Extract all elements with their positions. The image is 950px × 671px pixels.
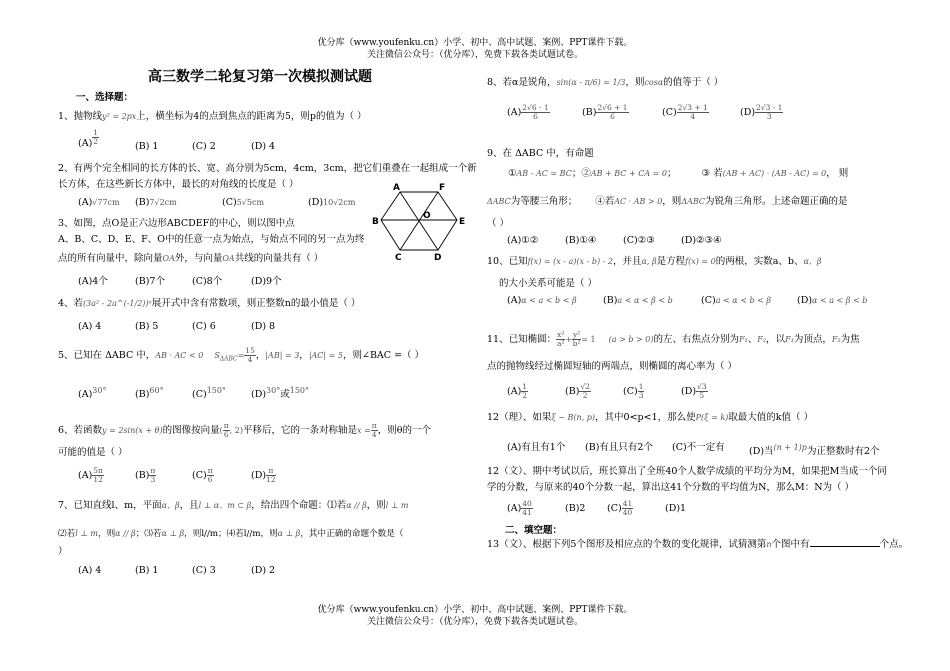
q12-arts-stem-line1: 12（文）、期中考试以后，班长算出了全班40个人数学成绩的平均分为M，如果把M当成一个同: [487, 466, 887, 477]
q13-stem: 13（文）、根据下列5个图形及相应点的个数的变化规律，试猜测第n个图中有 个点。: [487, 539, 909, 550]
q1-option-d[interactable]: (D) 4: [251, 141, 276, 152]
q6-option-d[interactable]: (D) $\frac{\pi}{12}$: [251, 466, 276, 484]
q1-option-a[interactable]: (A) $\frac{1}{2}$: [78, 128, 99, 149]
q6-vector-frac: $\frac{\pi}{6}$: [223, 421, 229, 439]
q1-stem: 1、抛物线y² = 2px上，横坐标为4的点到焦点的距离为5，则p的值为（ ）: [58, 111, 367, 122]
q2-stem-line1: 2、有两个完全相同的长方体的长、宽、高分别为5cm，4cm，3cm，把它们重叠在一起组成一个新: [58, 163, 477, 174]
q2-option-b[interactable]: (B)7√2cm: [135, 197, 177, 208]
q6-axis-frac: $\frac{\pi}{4}$: [371, 421, 377, 439]
q5-area: $S_{\Delta ABC}=$: [214, 351, 245, 363]
hex-label-d: D: [434, 253, 442, 262]
q7-stem-line1: 7、已知直线l、m，平面α、β，且l ⊥ α、m ⊂ β，给出四个命题：⑴若α // β，则l ⊥ m: [58, 500, 409, 511]
q8-math: sin(α - π/6) = 1/3: [556, 78, 626, 87]
q5-option-c[interactable]: $(C)^{150^\circ}$: [192, 386, 226, 401]
q10-option-c[interactable]: (C)a < α < b < β: [701, 295, 771, 306]
hex-label-a: A: [393, 183, 400, 193]
q2-option-d[interactable]: (D)10√2cm: [308, 197, 356, 208]
q6-option-b[interactable]: (B) $\frac{\pi}{3}$: [135, 466, 156, 484]
q8-option-a[interactable]: (A) $\frac{2√6 - 1}{6}$: [507, 103, 549, 121]
q4-option-a[interactable]: (A) 4: [78, 321, 102, 332]
hex-label-c: C: [395, 253, 402, 262]
q12-arts-option-c[interactable]: (C) $\frac{41}{40}$: [607, 499, 633, 517]
q11-stem-line2: 点的抛物线经过椭圆短轴的两端点，则椭圆的离心率为（ ）: [487, 361, 738, 372]
q5-option-b[interactable]: $(B)^{60^\circ}$: [135, 386, 164, 401]
q1-a-frac: $\frac{1}{2}$: [93, 128, 99, 146]
q8-option-d[interactable]: (D) $\frac{2√3 - 1}{3}$: [740, 103, 783, 121]
footer-line-1: 优分库（www.youfenku.cn）小学、初中、高中试题、案例、PPT课件下载。: [317, 605, 633, 615]
q9-option-b[interactable]: (B)①④: [565, 235, 597, 246]
q9-stem-line3: ΔABC为等腰三角形； ④若AC · AB > 0，则ΔABC为锐角三角形。上述命题正确的是: [487, 196, 848, 207]
q4-stem: 4、若(3a² - 2a^(-1/2))ⁿ展开式中含有常数项，则正整数n的最小值是（ ）: [58, 298, 361, 309]
q9-option-a[interactable]: (A)①②: [507, 235, 539, 246]
q12-arts-option-b[interactable]: (B)2: [565, 503, 586, 514]
q5-option-a[interactable]: $(A)^{30^\circ}$: [78, 386, 107, 401]
q3-stem-line2: A、B、C、D、E、F、O中的任意一点为始点，与始点不同的另一点为终: [58, 234, 365, 245]
q11-option-d[interactable]: (D) $\frac{√3}{5}$: [681, 382, 707, 400]
q10-stem-line1: 10、已知f(x) = (x - a)(x - b) - 2，并且α, β是方程f(x) = 0的两根，实数a、b、α、β: [487, 256, 822, 267]
q1-option-c[interactable]: (C) 2: [192, 141, 216, 152]
header-line-1: 优分库（www.youfenku.cn）小学、初中、高中试题、案例、PPT课件下载。: [317, 38, 633, 48]
q9-option-c[interactable]: (C)②③: [623, 235, 655, 246]
footer-line-2: 关注微信公众号：（优分库），免费下载各类试题试卷。: [366, 617, 583, 627]
q7-option-d[interactable]: (D) 2: [251, 565, 276, 576]
q4-math: (3a² - 2a^(-1/2))ⁿ: [83, 299, 152, 308]
q2-stem-line2: 长方体，在这些新长方体中，最长的对角线的长度是（ ）: [58, 179, 299, 190]
q3-vector-oa-2: OA: [222, 254, 235, 263]
section-choice-heading: 一、选择题：: [76, 92, 134, 103]
q10-option-a[interactable]: (A)α < a < b < β: [507, 295, 577, 306]
q10-option-b[interactable]: (B)a < α < β < b: [603, 295, 673, 306]
hex-label-f: F: [439, 183, 446, 193]
q7-stem-line3: ）: [58, 546, 68, 557]
q7-stem-line2: ⑵若l ⊥ m，则α // β；⑶若α ⊥ β，则l//m；⑷若l//m，则α ⊥ β，其中正确的命题个数是（: [58, 529, 404, 539]
q5-area-frac: $\frac{15}{4}$: [245, 346, 255, 364]
q2-option-c[interactable]: (C)5√5cm: [222, 197, 265, 208]
q12-arts-option-d[interactable]: (D)1: [665, 503, 687, 514]
q3-stem-line3: 点的所有向量中，除向量OA外，与向量OA共线的向量共有（ ）: [58, 253, 324, 264]
page-title: 高三数学二轮复习第一次模拟测试题: [148, 69, 372, 85]
hex-label-o: O: [423, 211, 431, 221]
q5-dot-product: AB · AC < 0: [155, 351, 204, 360]
q8-stem: 8、若α是锐角，sin(α - π/6) = 1/3，则cosα的值等于（ ）: [487, 77, 724, 88]
q1-math: y² = 2px: [102, 112, 137, 121]
q12-science-option-b[interactable]: (B)有且只有2个: [585, 442, 653, 453]
q12-arts-stem-line2: 学的分数，与原来的40个分数一起，算出这41个分数的平均值为N，那么M：N为（ ）: [487, 482, 855, 493]
q6-stem-line2: 可能的值是（ ）: [58, 447, 128, 458]
q12-science-stem: 12（理）、如果ξ ~ B(n, p)，其中0<p<1，那么使P(ξ = k)取最大值的k值（ ）: [487, 412, 814, 423]
q4-option-c[interactable]: (C) 6: [192, 321, 216, 332]
q6-option-a[interactable]: (A) $\frac{5\pi}{12}$: [78, 466, 103, 484]
q3-vector-oa-1: OA: [162, 254, 175, 263]
hexagon-figure: [372, 182, 468, 262]
section-fill-heading: 二、填空题：: [505, 525, 563, 536]
header-line-2: 关注微信公众号：（优分库），免费下载各类试题试卷。: [366, 50, 583, 60]
q8-option-b[interactable]: (B) $\frac{2√6 + 1}{6}$: [582, 103, 628, 121]
q12-arts-option-a[interactable]: (A) $\frac{40}{41}$: [507, 499, 532, 517]
q3-option-b[interactable]: (B)7个: [135, 276, 165, 287]
q9-option-d[interactable]: (D)②③④: [681, 235, 722, 246]
q3-option-d[interactable]: (D)9个: [251, 276, 282, 287]
q1-option-b[interactable]: (B) 1: [135, 141, 159, 152]
q10-stem-line2: 的大小关系可能是（ ）: [499, 278, 598, 289]
q9-stem-line2: ①AB - AC = BC；②AB + BC + CA = 0； ③ 若(AB + AC) · (AB - AC) = 0， 则: [508, 168, 849, 179]
q6-function: y = 2sin(x + θ): [102, 426, 163, 435]
q7-option-b[interactable]: (B) 1: [135, 565, 159, 576]
q6-stem-line1: 6、若函数y = 2sin(x + θ)的图像按向量( $\frac{\pi}{6}$ , 2)平移后，它的一条对称轴是x = $\frac{\pi}{4}$ ，则θ的一个: [58, 421, 431, 439]
q2-option-a[interactable]: (A)√77cm: [78, 197, 120, 208]
q4-option-d[interactable]: (D) 8: [251, 321, 276, 332]
q12-science-option-a[interactable]: (A)有且有1个: [507, 442, 566, 453]
q11-option-c[interactable]: (C) $\frac{1}{3}$: [623, 382, 644, 400]
q4-option-b[interactable]: (B) 5: [135, 321, 159, 332]
q8-option-c[interactable]: (C) $\frac{2√3 + 1}{4}$: [662, 103, 708, 121]
q5-option-d[interactable]: $(D)^{30^\circ}$或$^{150^\circ}$: [251, 386, 310, 401]
q5-ac-length: |AC| = 5: [308, 351, 343, 360]
q3-option-a[interactable]: (A)4个: [78, 276, 108, 287]
q13-answer-blank[interactable]: [810, 537, 880, 547]
q12-science-option-d[interactable]: (D)当$^{(n + 1)p}$为正整数时有2个: [749, 443, 880, 458]
q9-stem-line4: （ ）: [487, 218, 510, 229]
q9-stem-line1: 9、在 ΔABC 中，有命题: [487, 148, 594, 159]
q3-option-c[interactable]: (C)8个: [192, 276, 223, 287]
q7-option-a[interactable]: (A) 4: [78, 565, 102, 576]
q7-option-c[interactable]: (C) 3: [192, 565, 216, 576]
q11-option-b[interactable]: (B) $\frac{√2}{2}$: [565, 382, 590, 400]
q5-ab-length: |AB| = 3: [265, 351, 300, 360]
q3-stem-line1: 3、如图，点O是正六边形ABCDEF的中心，则以图中点: [58, 218, 295, 229]
hex-label-b: B: [372, 217, 379, 227]
q11-stem-line1: 11、已知椭圆： $\frac{\text{x²}}{\text{a²}}$ + $\frac{\text{y²}}{\text{b²}}$ = 1 (a > b > 0)的左、右焦点分别为F₁、F₂，以F₁为顶点，F₂为焦: [487, 330, 860, 348]
q10-option-d[interactable]: (D)α < a < β < b: [797, 295, 868, 306]
q5-stem: 5、已知在 ΔABC 中，AB · AC < 0 $S_{\Delta ABC}=$ $\frac{15}{4}$ ，|AB| = 3，|AC| = 5，则∠BAC =（ ）: [58, 346, 425, 364]
q11-option-a[interactable]: (A) $\frac{1}{2}$: [507, 382, 528, 400]
q6-option-c[interactable]: (C) $\frac{\pi}{6}$: [192, 466, 213, 484]
hex-label-e: E: [459, 217, 466, 227]
q12-science-option-c[interactable]: (C)不一定有: [672, 442, 725, 453]
